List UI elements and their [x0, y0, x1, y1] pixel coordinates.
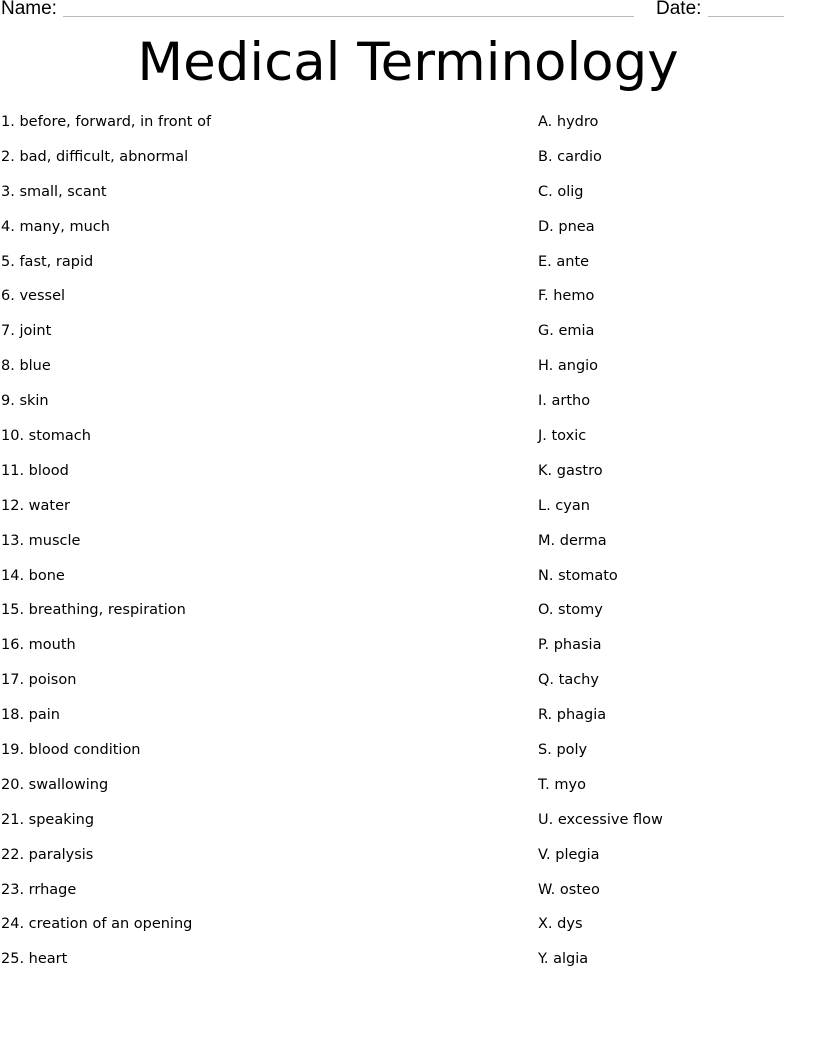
clue-item: [1, 599, 501, 634]
answer-item-text: phagia: [556, 707, 607, 724]
clue-item: [1, 565, 501, 600]
answer-item-text: tachy: [558, 672, 599, 689]
clue-item-text: muscle: [28, 532, 81, 549]
answer-item: [538, 390, 808, 425]
answer-item-marker: Y.: [538, 951, 549, 968]
clue-item-text: fast, rapid: [19, 253, 94, 270]
answer-item-text: ante: [556, 253, 590, 270]
clue-item-marker: 7.: [1, 323, 15, 340]
clue-item-marker: 13.: [1, 532, 25, 549]
clue-item-marker: 5.: [1, 253, 15, 270]
answer-item-marker: M.: [538, 532, 556, 549]
clue-item-marker: 2.: [1, 148, 15, 165]
clue-item: [1, 879, 501, 914]
clue-item: [1, 739, 501, 774]
answer-item-marker: I.: [538, 393, 547, 410]
clue-item-marker: 17.: [1, 672, 25, 689]
clue-item-marker: 20.: [1, 776, 25, 793]
answer-item: [538, 948, 808, 983]
answer-item-text: plegia: [555, 846, 600, 863]
clue-item-marker: 8.: [1, 358, 15, 375]
clue-item-text: bone: [28, 567, 65, 584]
date-blank[interactable]: [708, 16, 784, 17]
answer-item-text: gastro: [556, 462, 603, 479]
answer-item: [538, 320, 808, 355]
clue-item-marker: 16.: [1, 637, 25, 654]
answer-item-marker: V.: [538, 846, 551, 863]
answer-item-text: dys: [557, 916, 583, 933]
clue-item: [1, 146, 501, 181]
clue-item: [1, 355, 501, 390]
answer-item: [538, 460, 808, 495]
clue-item: [1, 425, 501, 460]
answer-item-marker: K.: [538, 462, 553, 479]
clue-item: [1, 913, 501, 948]
answer-item-marker: O.: [538, 602, 554, 619]
answer-item-marker: S.: [538, 742, 552, 759]
answer-item-marker: Q.: [538, 672, 555, 689]
clue-item: [1, 495, 501, 530]
clue-item-marker: 4.: [1, 218, 15, 235]
answer-item-text: toxic: [551, 428, 587, 445]
clue-item: [1, 948, 501, 983]
answer-item: [538, 181, 808, 216]
answer-item-text: algia: [553, 951, 589, 968]
clue-item-marker: 19.: [1, 742, 25, 759]
answer-item: [538, 704, 808, 739]
clue-item: [1, 181, 501, 216]
answer-item-text: myo: [554, 776, 586, 793]
worksheet-header: [0, 0, 816, 24]
answer-item: [538, 913, 808, 948]
clue-item-marker: 25.: [1, 951, 25, 968]
clue-item-marker: 3.: [1, 183, 15, 200]
answer-item-marker: N.: [538, 567, 554, 584]
clue-item-text: joint: [19, 323, 52, 340]
clue-item-marker: 23.: [1, 881, 25, 898]
answer-item-marker: B.: [538, 148, 553, 165]
clue-item-text: small, scant: [19, 183, 107, 200]
answer-list: [538, 111, 808, 983]
answer-item-marker: G.: [538, 323, 554, 340]
answer-item: [538, 146, 808, 181]
answer-item-marker: J.: [538, 428, 547, 445]
answer-item-text: stomato: [558, 567, 618, 584]
answer-item-marker: C.: [538, 183, 553, 200]
answer-item-text: osteo: [559, 881, 600, 898]
answer-item-text: poly: [556, 742, 588, 759]
clue-item-marker: 1.: [1, 114, 15, 130]
clue-item-text: creation of an opening: [28, 916, 193, 933]
clue-item: [1, 460, 501, 495]
answer-item: [538, 530, 808, 565]
clue-item-text: water: [28, 497, 70, 514]
answer-item: [538, 739, 808, 774]
answer-item-text: hydro: [556, 114, 599, 130]
clue-item: [1, 669, 501, 704]
clue-item-text: mouth: [28, 637, 76, 654]
answer-item: [538, 285, 808, 320]
clue-item-text: pain: [28, 707, 60, 724]
clue-list: [1, 111, 501, 983]
clue-item-text: heart: [28, 951, 68, 968]
answer-item: [538, 355, 808, 390]
answer-item-text: olig: [557, 183, 584, 200]
clue-item-marker: 18.: [1, 707, 25, 724]
clue-item: [1, 285, 501, 320]
clue-item-marker: 12.: [1, 497, 25, 514]
clue-item-text: blue: [19, 358, 51, 375]
answer-item: [538, 634, 808, 669]
answer-item-marker: P.: [538, 637, 550, 654]
answer-item-text: derma: [559, 532, 607, 549]
clue-item: [1, 390, 501, 425]
clue-item: [1, 530, 501, 565]
clue-item-text: blood condition: [28, 742, 141, 759]
answer-item: [538, 565, 808, 600]
clue-item-text: skin: [19, 393, 49, 410]
page-title: Medical Terminology: [137, 32, 679, 93]
answer-item-text: pnea: [558, 218, 595, 235]
answer-item-text: hemo: [553, 288, 595, 305]
answer-item-text: cyan: [555, 497, 590, 514]
clue-item: [1, 251, 501, 286]
answer-item: [538, 669, 808, 704]
answer-item: [538, 495, 808, 530]
answer-item-text: emia: [558, 323, 595, 340]
clue-item-marker: 10.: [1, 428, 25, 445]
clue-item-text: breathing, respiration: [28, 602, 186, 619]
answer-item-marker: W.: [538, 881, 556, 898]
name-label: Name:: [1, 0, 57, 19]
clue-item-text: poison: [28, 672, 77, 689]
clue-item: [1, 634, 501, 669]
clue-item-text: bad, difficult, abnormal: [19, 148, 189, 165]
name-blank[interactable]: [63, 16, 634, 17]
clue-item: [1, 844, 501, 879]
clue-item-text: stomach: [28, 428, 91, 445]
clue-item-text: paralysis: [28, 846, 94, 863]
clue-item: [1, 111, 501, 146]
answer-item-marker: F.: [538, 288, 549, 305]
clue-item-marker: 6.: [1, 288, 15, 305]
clue-item-marker: 14.: [1, 567, 25, 584]
answer-item-text: cardio: [557, 148, 602, 165]
answer-item: [538, 216, 808, 251]
answer-item-text: artho: [551, 393, 591, 410]
clue-item: [1, 320, 501, 355]
answer-item-marker: T.: [538, 776, 550, 793]
clue-item-marker: 15.: [1, 602, 25, 619]
clue-item: [1, 704, 501, 739]
clue-item-text: swallowing: [28, 776, 109, 793]
answer-item: [538, 251, 808, 286]
clue-item-text: before, forward, in front of: [19, 114, 212, 130]
answer-item: [538, 774, 808, 809]
answer-item: [538, 111, 808, 146]
answer-item-marker: U.: [538, 811, 554, 828]
clue-item-marker: 21.: [1, 811, 25, 828]
answer-item-marker: R.: [538, 707, 553, 724]
clue-item-text: vessel: [19, 288, 66, 305]
clue-item: [1, 774, 501, 809]
clue-item-text: many, much: [19, 218, 110, 235]
answer-item-marker: H.: [538, 358, 554, 375]
clue-item-text: speaking: [28, 811, 95, 828]
answer-item: [538, 599, 808, 634]
answer-item-marker: E.: [538, 253, 552, 270]
answer-item-marker: X.: [538, 916, 553, 933]
clue-item-marker: 24.: [1, 916, 25, 933]
answer-item-text: stomy: [558, 602, 603, 619]
answer-item: [538, 425, 808, 460]
clue-item-marker: 9.: [1, 393, 15, 410]
answer-item-marker: L.: [538, 497, 551, 514]
clue-item-text: blood: [28, 462, 69, 479]
date-label: Date:: [656, 0, 702, 19]
clue-item: [1, 216, 501, 251]
answer-item-text: excessive flow: [557, 811, 663, 828]
clue-item-marker: 22.: [1, 846, 25, 863]
answer-item: [538, 844, 808, 879]
answer-item-marker: A.: [538, 114, 553, 130]
answer-item: [538, 809, 808, 844]
clue-item-marker: 11.: [1, 462, 25, 479]
answer-item: [538, 879, 808, 914]
clue-item-text: rrhage: [28, 881, 77, 898]
clue-item: [1, 809, 501, 844]
answer-item-text: angio: [557, 358, 599, 375]
answer-item-marker: D.: [538, 218, 554, 235]
answer-item-text: phasia: [553, 637, 602, 654]
